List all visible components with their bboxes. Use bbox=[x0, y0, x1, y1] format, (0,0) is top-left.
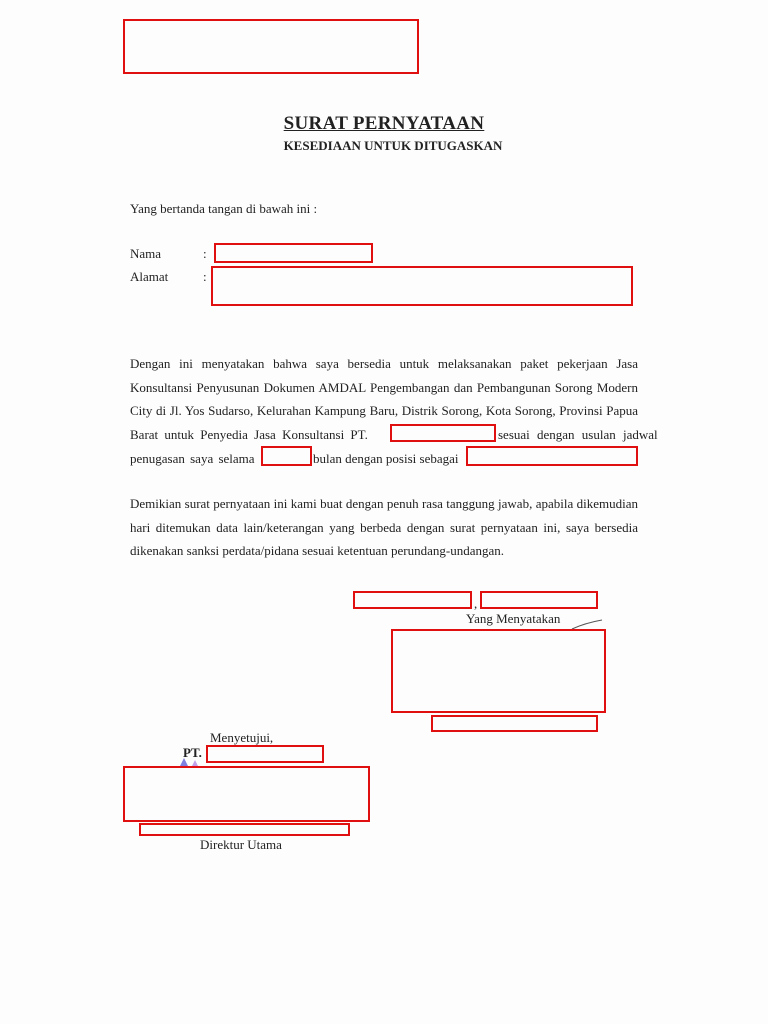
document-title: SURAT PERNYATAAN bbox=[283, 113, 485, 134]
statement-line-4a: Barat untuk Penyedia Jasa Konsultansi PT. bbox=[130, 427, 368, 442]
statement-line-1: Dengan ini menyatakan bahwa saya bersedia untuk melaksanakan paket pekerjaan Jasa bbox=[130, 356, 638, 371]
closing-line-2: hari ditemukan data lain/keterangan yang berbeda dengan surat pernyataan ini, saya bersedia bbox=[130, 519, 638, 535]
redacted-address bbox=[211, 266, 633, 306]
redacted-declarant-signature bbox=[391, 629, 606, 713]
redacted-place bbox=[353, 591, 472, 609]
statement-line-5a: penugasan saya selama bbox=[130, 451, 255, 466]
statement-paragraph bbox=[130, 352, 638, 423]
closing-paragraph bbox=[130, 492, 638, 563]
name-label: Nama bbox=[130, 246, 162, 261]
statement-line-4b: sesuai dengan usulan jadwal bbox=[498, 427, 658, 442]
redacted-approver-signature bbox=[123, 766, 370, 822]
redacted-name bbox=[214, 243, 373, 263]
redacted-duration bbox=[261, 446, 312, 466]
name-colon: : bbox=[203, 246, 207, 261]
redacted-letterhead bbox=[123, 19, 419, 74]
redacted-position bbox=[466, 446, 638, 466]
company-prefix: PT. bbox=[183, 745, 202, 760]
date-comma: , bbox=[474, 596, 478, 611]
statement-line-2: Konsultansi Penyusunan Dokumen AMDAL Pengembangan dan Pembangunan Sorong Modern bbox=[130, 379, 638, 395]
closing-line-3: dikenakan sanksi perdata/pidana sesuai ketentuan perundang-undangan. bbox=[130, 543, 504, 558]
statement-line-3: City di Jl. Yos Sudarso, Kelurahan Kampung Baru, Distrik Sorong, Kota Sorong, Provinsi Papua bbox=[130, 403, 638, 418]
declarant-label: Yang Menyatakan bbox=[466, 611, 561, 626]
statement-line-5b: bulan dengan posisi sebagai bbox=[313, 451, 459, 466]
address-label: Alamat bbox=[130, 269, 169, 284]
redacted-declarant-name bbox=[431, 715, 598, 732]
document-subtitle: KESEDIAAN UNTUK DITUGASKAN bbox=[283, 138, 503, 153]
redacted-approver-company bbox=[206, 745, 324, 763]
approval-label: Menyetujui, bbox=[210, 730, 274, 745]
intro-text: Yang bertanda tangan di bawah ini : bbox=[130, 201, 318, 216]
address-colon: : bbox=[203, 269, 207, 284]
director-label: Direktur Utama bbox=[200, 837, 282, 852]
closing-line-1: Demikian surat pernyataan ini kami buat dengan penuh rasa tanggung jawab, apabila dikemudian bbox=[130, 496, 638, 511]
redacted-company bbox=[390, 424, 496, 442]
